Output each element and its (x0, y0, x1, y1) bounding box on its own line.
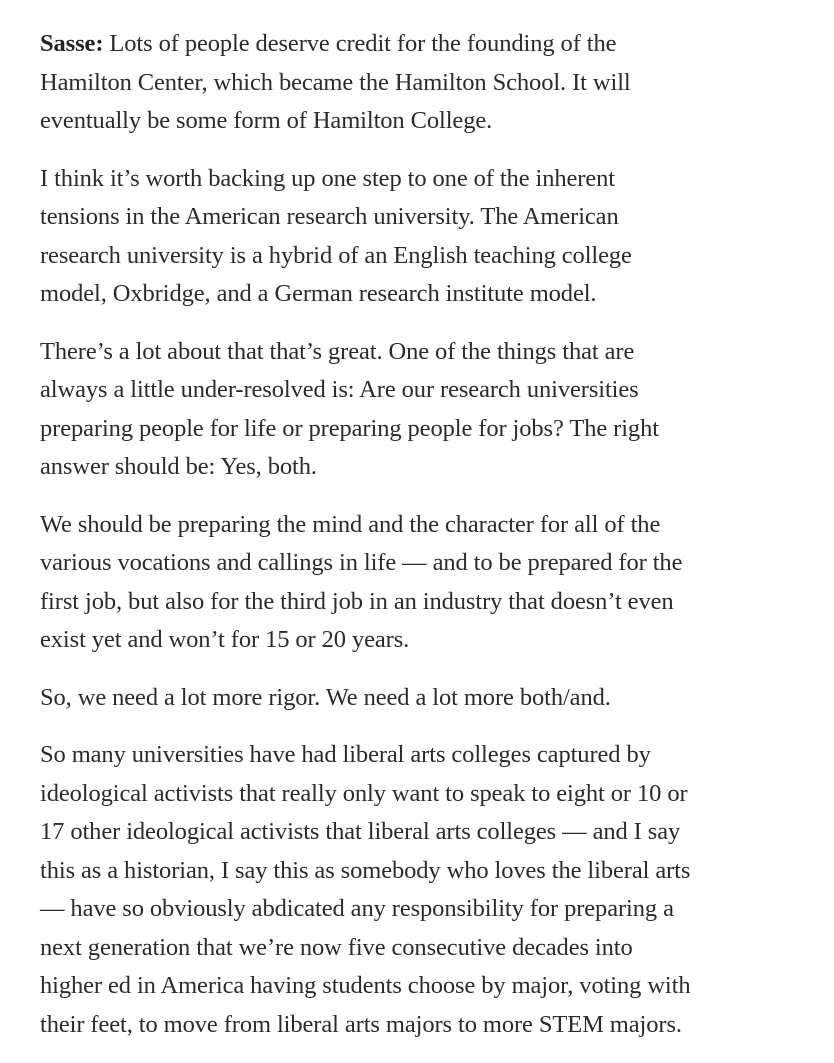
paragraph-2: I think it’s worth backing up one step to one of the inherent tensions in the American research university. The American research university is a hybrid of an English teaching college model, Oxbridge, and a German research institute model. (40, 164, 632, 307)
speaker-label: Sasse: (40, 30, 104, 57)
paragraph-3: There’s a lot about that that’s great. One of the things that are always a little under-resolved is: Are our research universities preparing people for life or preparing people for jobs? The right answer should be: Yes, both. (40, 337, 659, 480)
paragraph-1 (40, 25, 830, 141)
paragraph-1-text: Lots of people deserve credit for the founding of the Hamilton Center, which became the Hamilton School. It will eventually be some form of Hamilton College. (40, 30, 631, 134)
paragraph-6: So many universities have had liberal arts colleges captured by ideological activists that really only want to speak to eight or 10 or 17 other ideological activists that liberal arts colleges — and I say this as a historian, I say this as somebody who loves the liberal arts — have so obviously abdicated any responsibility for preparing a next generation that we’re now five consecutive decades into higher ed in America having students choose by major, voting with their feet, to move from liberal arts majors to more STEM majors. (40, 741, 691, 1038)
paragraph-5: So, we need a lot more rigor. We need a lot more both/and. (40, 683, 611, 711)
paragraph-4: We should be preparing the mind and the character for all of the various vocations and callings in life — and to be prepared for the first job, but also for the third job in an industry that doesn’t even exist yet and won’t for 15 or 20 years. (40, 510, 683, 653)
article-body (40, 25, 830, 1063)
